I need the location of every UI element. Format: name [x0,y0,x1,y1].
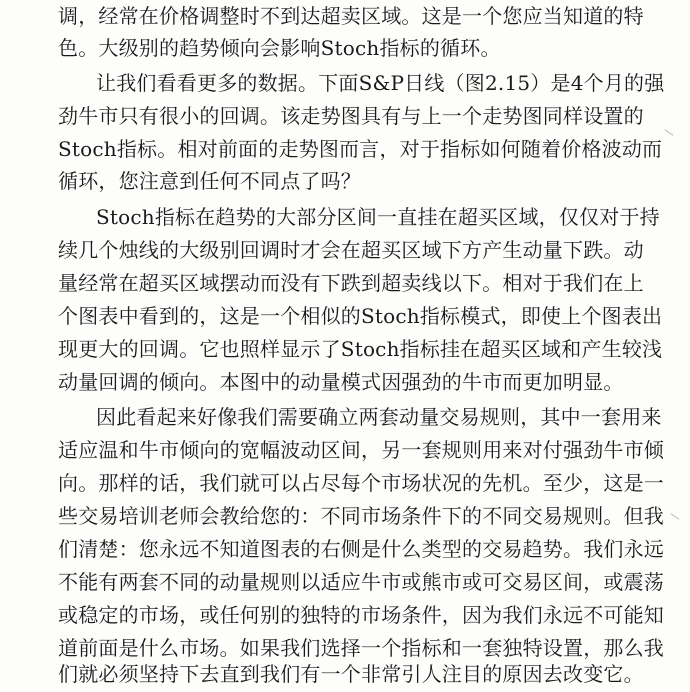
paragraph-4-line-8: 道前面是什么市场。如果我们选择一个指标和一套独特设置，那么我 [58,636,664,660]
paragraph-4-line-4: 些交易培训老师会教给您的：不同市场条件下的不同交易规则。但我 [58,504,664,528]
paragraph-2-line-2: 劲牛市只有很小的回调。该走势图具有与上一个走势图同样设置的 [58,104,644,128]
paragraph-3-line-4: 个图表中看到的，这是一个相似的Stoch指标模式，即使上个图表出 [58,304,663,328]
paragraph-2-line-4: 循环，您注意到任何不同点了吗？ [58,169,361,193]
paragraph-4-line-6: 不能有两套不同的动量规则以适应牛市或熊市或可交易区间，或震荡 [58,570,664,594]
paragraph-4-line-7: 或稳定的市场，或任何别的独特的市场条件，因为我们永远不可能知 [58,603,664,627]
paragraph-3-line-1: Stoch指标在趋势的大部分区间一直挂在超买区域，仅仅对于持 [96,205,660,229]
paragraph-4-line-2: 适应温和牛市倾向的宽幅波动区间，另一套规则用来对付强劲牛市倾 [58,438,664,462]
paragraph-4-line-3: 向。那样的话，我们就可以占尽每个市场状况的先机。至少，这是一 [58,471,664,495]
scan-artifact [665,129,674,136]
paragraph-3-line-5: 现更大的回调。它也照样显示了Stoch指标挂在超买区域和产生较浅 [58,337,663,361]
paragraph-4-line-9: 们就必须坚持下去直到我们有一个非常引人注目的原因去改变它。 [58,662,644,686]
paragraph-3-line-6: 动量回调的倾向。本图中的动量模式因强劲的牛市而更加明显。 [58,370,624,394]
paragraph-2-line-1: 让我们看看更多的数据。下面S&P日线（图2.15）是4个月的强 [96,71,665,95]
paragraph-4-line-1: 因此看起来好像我们需要确立两套动量交易规则，其中一套用来 [96,405,662,429]
paragraph-3-line-3: 量经常在超买区域摆动而没有下跌到超卖线以下。相对于我们在上 [58,271,644,295]
paragraph-3-line-2: 续几个烛线的大级别回调时才会在超买区域下方产生动量下跌。动 [58,238,644,262]
scan-artifact [671,513,680,520]
paragraph-4-line-5: 们清楚：您永远不知道图表的右侧是什么类型的交易趋势。我们永远 [58,537,664,561]
paragraph-1-line-1: 调，经常在价格调整时不到达超卖区域。这是一个您应当知道的特 [58,4,644,28]
paragraph-1-line-2: 色。大级别的趋势倾向会影响Stoch指标的循环。 [58,36,501,60]
paragraph-2-line-3: Stoch指标。相对前面的走势图而言，对于指标如何随着价格波动而 [58,137,663,161]
